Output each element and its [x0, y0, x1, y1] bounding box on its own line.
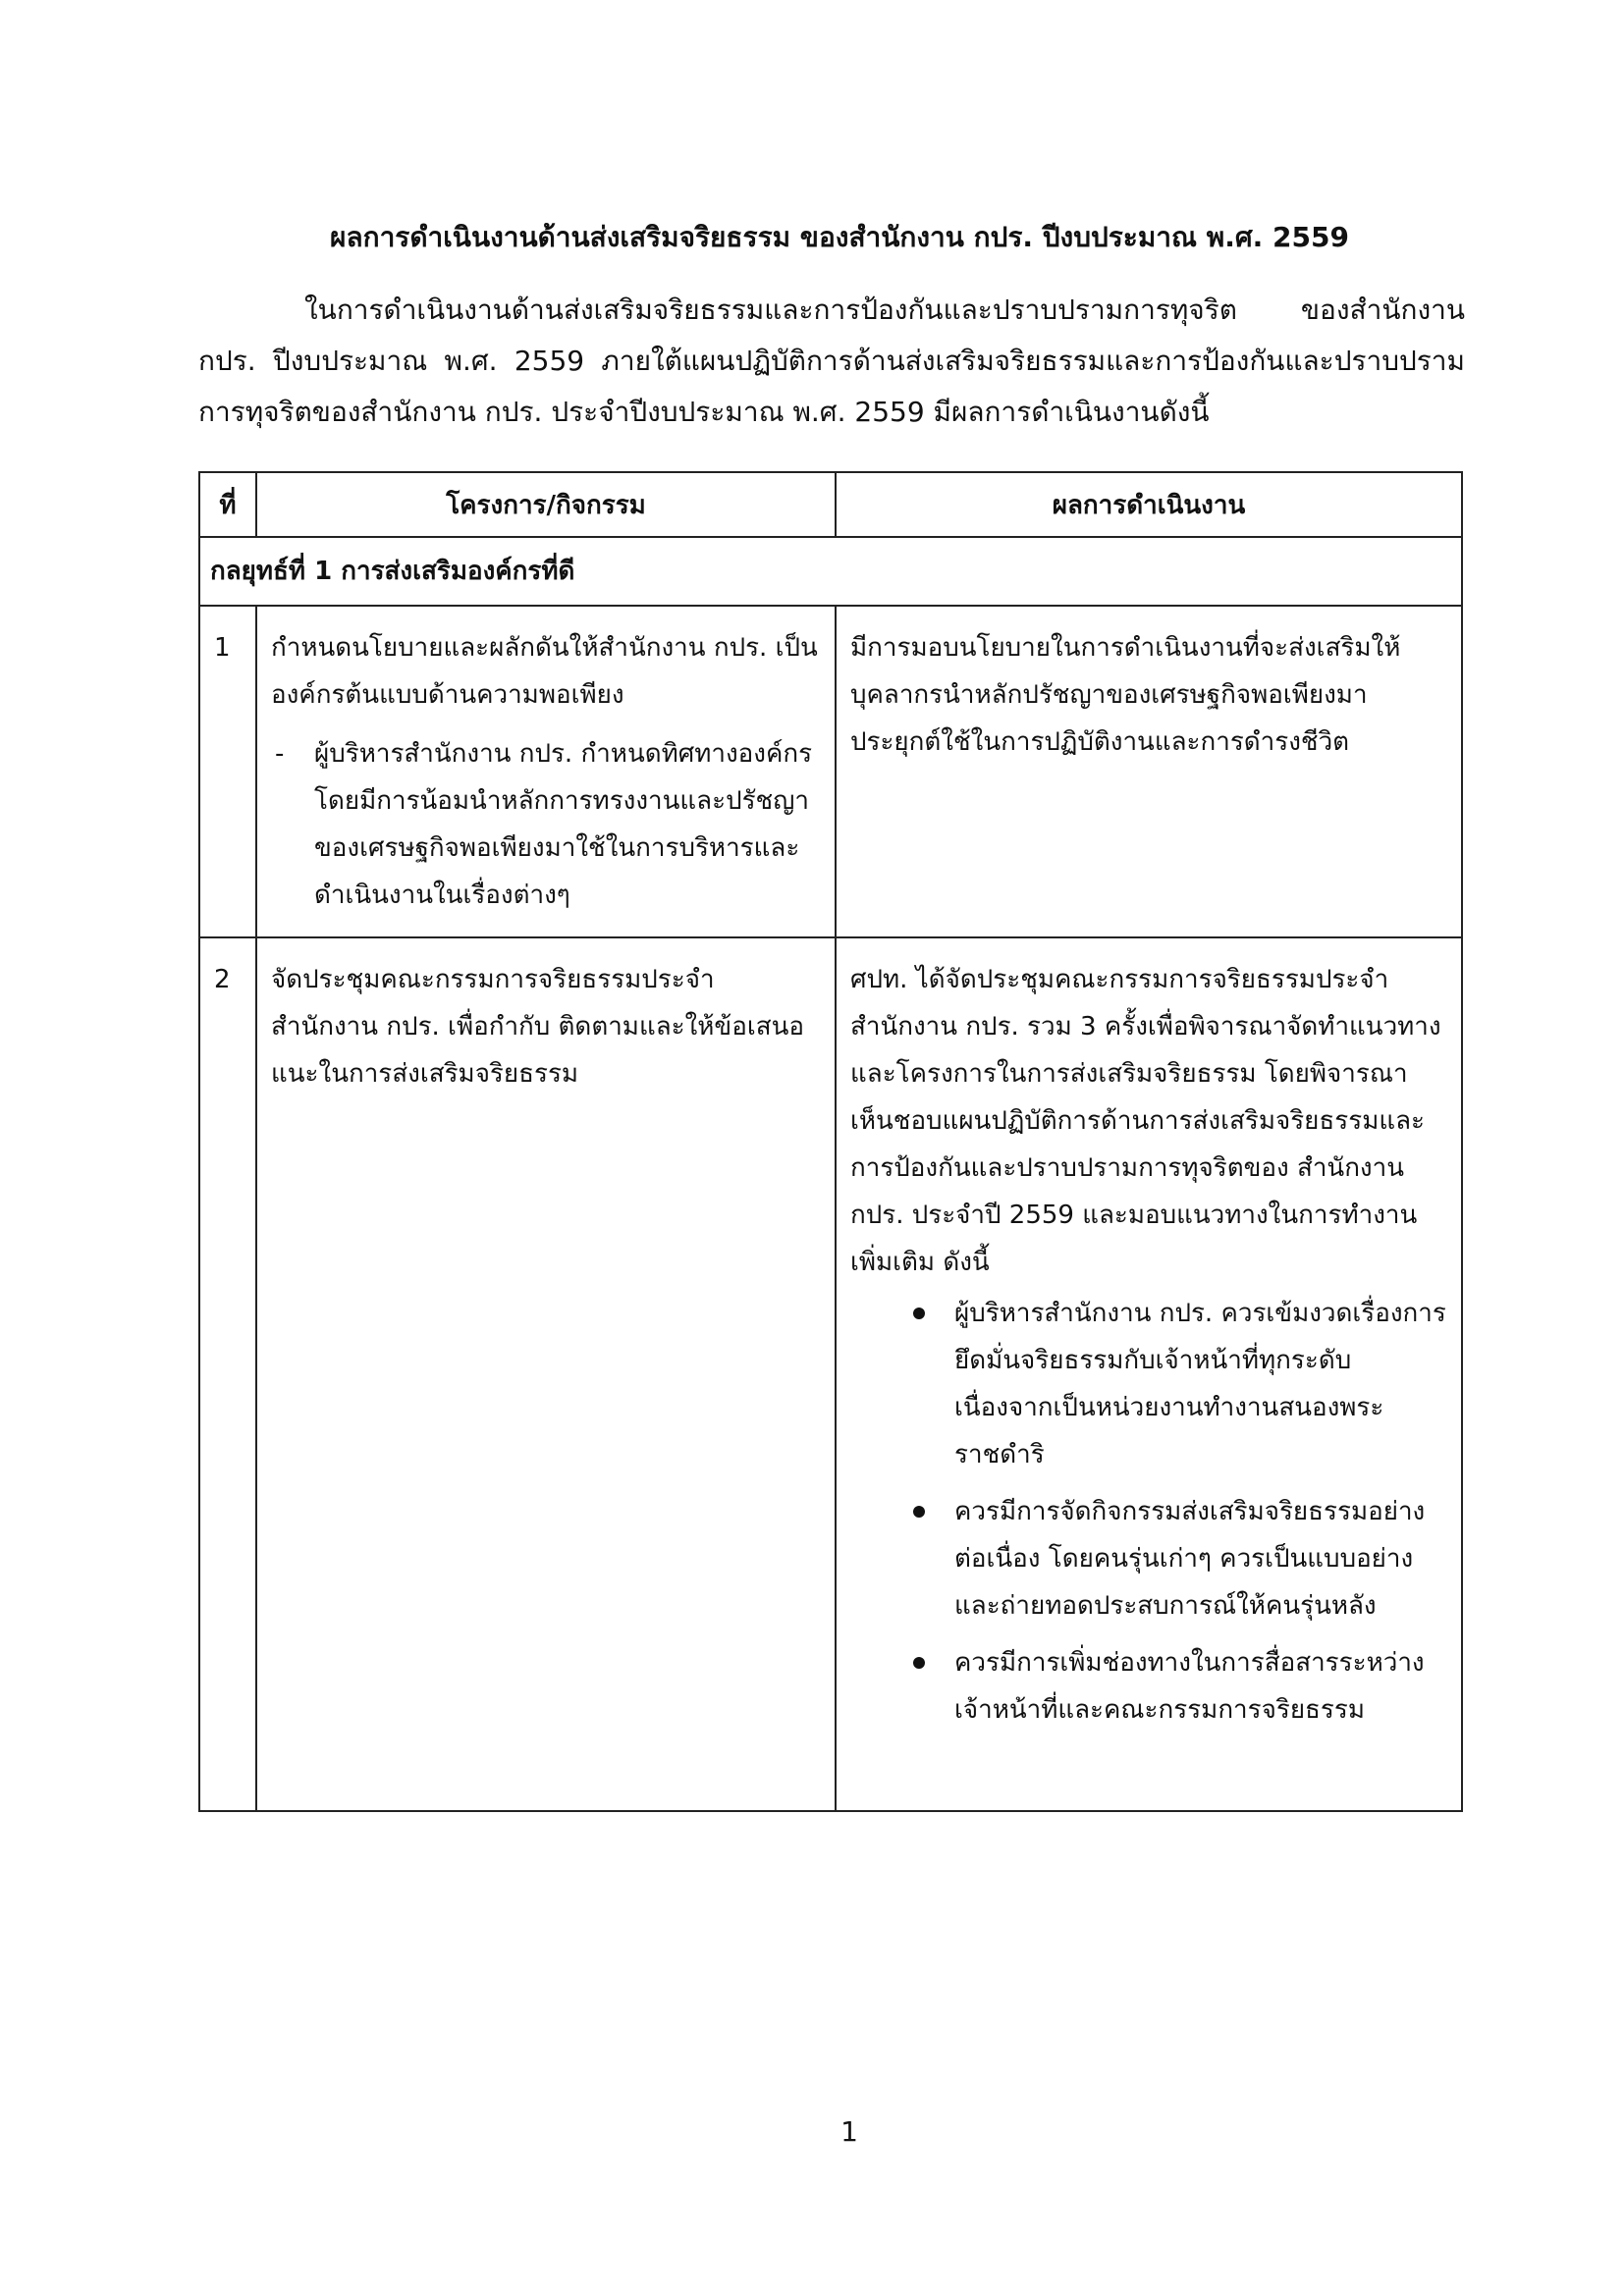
row-result: มีการมอบนโยบายในการดำเนินงานที่จะส่งเสริมให้บุคลากรนำหลักปรัชญาของเศรษฐกิจพอเพียงมาประยุกต์ใช้ในการปฏิบัติงานและการดำรงชีวิต: [836, 606, 1462, 937]
strategy-label: กลยุทธ์ที่ 1 การส่งเสริมองค์กรที่ดี: [199, 537, 1462, 606]
row-result: [836, 937, 1462, 1811]
row-activity: [256, 937, 836, 1811]
activity-text: กำหนดนโยบายและผลักดันให้สำนักงาน กปร. เป็นองค์กรต้นแบบด้านความพอเพียง: [271, 633, 818, 710]
list-item: [850, 1290, 1447, 1478]
table-row: [199, 606, 1462, 937]
page-number: 1: [840, 2115, 858, 2148]
header-number: ที่: [199, 472, 256, 537]
header-result: ผลการดำเนินงาน: [836, 472, 1462, 537]
row-number: 2: [199, 937, 256, 1811]
bullet-text: ผู้บริหารสำนักงาน กปร. ควรเข้มงวดเรื่องการยึดมั่นจริยธรรมกับเจ้าหน้าที่ทุกระดับเนื่องจากเป็นหน่วยงานทำงานสนองพระราชดำริ: [954, 1299, 1446, 1469]
bullet-text: ควรมีการเพิ่มช่องทางในการสื่อสารระหว่างเจ้าหน้าที่และคณะกรรมการจริยธรรม: [954, 1648, 1425, 1725]
bullet-icon: [913, 1308, 925, 1319]
table-header-row: [199, 472, 1462, 537]
row-activity: [256, 606, 836, 937]
bullet-text: ควรมีการจัดกิจกรรมส่งเสริมจริยธรรมอย่างต่อเนื่อง โดยคนรุ่นเก่าๆ ควรเป็นแบบอย่างและถ่ายทอดประสบการณ์ให้คนรุ่นหลัง: [954, 1497, 1426, 1621]
activity-sub-text: ผู้บริหารสำนักงาน กปร. กำหนดทิศทางองค์กรโดยมีการน้อมนำหลักการทรงงานและปรัชญาของเศรษฐกิจพอเพียงมาใช้ในการบริหารและดำเนินงานในเรื่องต่างๆ: [314, 739, 813, 910]
bullet-icon: [913, 1506, 925, 1518]
bullet-icon: [913, 1657, 925, 1669]
dash-marker: -: [275, 739, 285, 769]
results-table: [198, 471, 1463, 1812]
strategy-row: [199, 537, 1462, 606]
header-activity: โครงการ/กิจกรรม: [256, 472, 836, 537]
document-title: ผลการดำเนินงานด้านส่งเสริมจริยธรรม ของสำนักงาน กปร. ปีงบประมาณ พ.ศ. 2559: [330, 221, 1349, 253]
result-bullet-list: [850, 1290, 1447, 1734]
intro-paragraph: ในการดำเนินงานด้านส่งเสริมจริยธรรมและการป้องกันและปราบปรามการทุจริต ของสำนักงาน กปร. ปีงบประมาณ พ.ศ. 2559 ภายใต้แผนปฏิบัติการด้านส่งเสริมจริยธรรมและการป้องกันและปราบปรามการทุจริตของสำนักงาน กปร. ประจำปีงบประมาณ พ.ศ. 2559 มีผลการดำเนินงานดังนี้: [198, 294, 1465, 428]
activity-text: จัดประชุมคณะกรรมการจริยธรรมประจำสำนักงาน กปร. เพื่อกำกับ ติดตามและให้ข้อเสนอแนะในการส่งเสริมจริยธรรม: [271, 965, 804, 1089]
list-item: [850, 1639, 1447, 1734]
table-row: [199, 937, 1462, 1811]
list-item: [850, 1488, 1447, 1629]
row-number: 1: [199, 606, 256, 937]
activity-sub-item: [271, 730, 821, 919]
result-text: ศปท. ได้จัดประชุมคณะกรรมการจริยธรรมประจำสำนักงาน กปร. รวม 3 ครั้งเพื่อพิจารณาจัดทำแนวทางและโครงการในการส่งเสริมจริยธรรม โดยพิจารณาเห็นชอบแผนปฏิบัติการด้านการส่งเสริมจริยธรรมและการป้องกันและปราบปรามการทุจริตของ สำนักงาน กปร. ประจำปี 2559 และมอบแนวทางในการทำงานเพิ่มเติม ดังนี้: [850, 965, 1441, 1277]
